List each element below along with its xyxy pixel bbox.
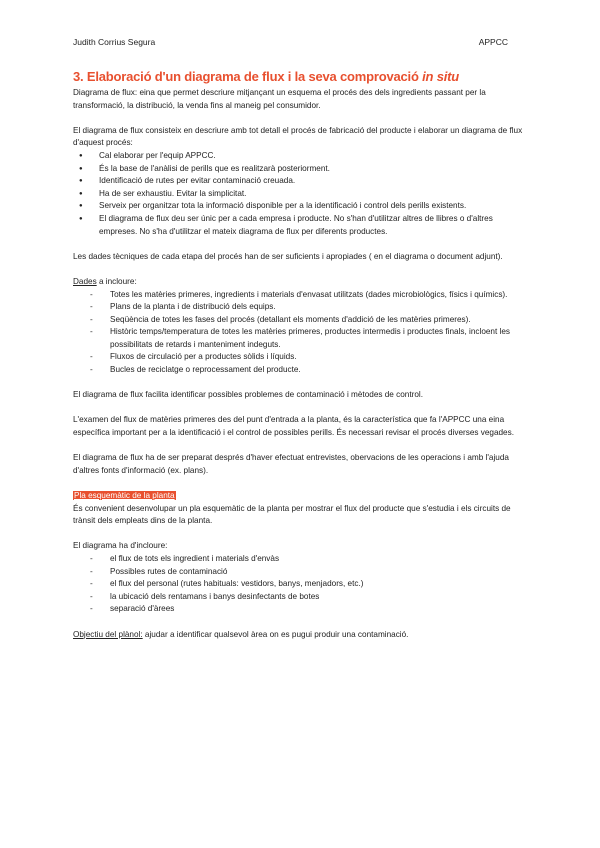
list-item: - Bucles de reciclatge o reprocessament del producte. [90, 364, 528, 377]
dades-label: Dades [73, 276, 97, 286]
list-item: - Possibles rutes de contaminació [90, 566, 528, 579]
header-author: Judith Corrius Segura [73, 37, 156, 47]
list-item: - el flux de tots els ingredient i materials d'envàs [90, 553, 528, 566]
incloure-heading: El diagrama ha d'incloure: [73, 541, 168, 551]
list-item: - Històric temps/temperatura de totes les matèries primeres, productes intermedis i productes finals, incloent les possibilitats de retards i manteniment indeguts. [90, 326, 528, 351]
objectiu-text: ajudar a identificar qualsevol àrea on es pugui produir una contaminació. [142, 629, 409, 639]
objectiu-paragraph [73, 629, 528, 642]
pla-paragraph: És convenient desenvolupar un pla esquemàtic de la planta per mostrar el flux del producte que s'estudia i els circuits de trànsit dels empleats dins de la planta. [73, 503, 511, 526]
intro-paragraph: Diagrama de flux: eina que permet descriure mitjançant un esquema el procés des dels ingredients passant per la transformació, la distribució, la venda fins al maneig pel consumidor. [73, 88, 486, 110]
pla-heading [73, 490, 528, 503]
list-item: - Seqüència de totes les fases del procés (detallant els moments d'addició de les matèries primeres). [90, 314, 528, 327]
dades-list [73, 289, 528, 377]
preparat-paragraph: El diagrama de flux ha de ser preparat després d'haver efectuat entrevistes, obervacions de les operacions i amb l'ajuda d'altres fonts d'informació (ex. plans). [73, 453, 509, 475]
objectiu-label: Objectiu del plànol: [73, 629, 143, 639]
pla-highlight-label: Pla esquemàtic de la planta [74, 491, 175, 500]
list-item: - Totes les matèries primeres, ingredients i materials d'envasat utilitzats (dades microbiològics, físics i químics). [90, 289, 528, 302]
technical-paragraph: Les dades tècniques de cada etapa del procés han de ser suficients i apropiades ( en el diagrama o document adjunt). [73, 251, 503, 261]
examen-paragraph: L'examen del flux de matèries primeres des del punt d'entrada a la planta, és la característica que fa l'APPCC una eina específica important per a la identificació i el control de possibles perills. És necessari revisar el procés diverses vegades. [73, 415, 514, 438]
dades-heading [73, 276, 528, 289]
list-item: - el flux del personal (rutes habituals: vestidors, banys, menjadors, etc.) [90, 578, 528, 591]
document-body [73, 68, 528, 641]
list-item: ● Serveix per organitzar tota la informació disponible per a la identificació i control dels perills existents. [79, 200, 528, 213]
list-item: ● Identificació de rutes per evitar contaminació creuada. [79, 175, 528, 188]
list-item: ● El diagrama de flux deu ser únic per a cada empresa i producte. No s'han d'utilitzar altres de llibres o d'altres empreses. No s'ha d'utilitzar el mateix diagrama de flux per diferents productes. [79, 213, 528, 238]
section-title-main: 3. Elaboració d'un diagrama de flux i la seva comprovació [73, 69, 423, 84]
section-title [73, 68, 528, 85]
list-item: - Plans de la planta i de distribució dels equips. [90, 301, 528, 314]
list-item: ● És la base de l'anàlisi de perills que es realitzarà posteriorment. [79, 163, 528, 176]
list-item: ● Cal elaborar per l'equip APPCC. [79, 150, 528, 163]
facilita-paragraph: El diagrama de flux facilita identificar possibles problemes de contaminació i mètodes de control. [73, 390, 423, 400]
bullet-list [73, 150, 528, 238]
consists-paragraph: El diagrama de flux consisteix en descriure amb tot detall el procés de fabricació del producte i elaborar un diagrama de flux d'aquest procés: [73, 125, 523, 148]
list-item: - la ubicació dels rentamans i banys desinfectants de botes [90, 591, 528, 604]
list-item: - Fluxos de circulació per a productes sòlids i líquids. [90, 351, 528, 364]
dades-rest: a incloure: [96, 276, 137, 286]
list-item: - separació d'àrees [90, 603, 528, 616]
incloure-list [73, 553, 528, 616]
list-item: ● Ha de ser exhaustiu. Evitar la simplicitat. [79, 188, 528, 201]
section-title-italic: in situ [422, 69, 460, 84]
header-code: APPCC [478, 37, 508, 47]
page-header [73, 37, 508, 47]
